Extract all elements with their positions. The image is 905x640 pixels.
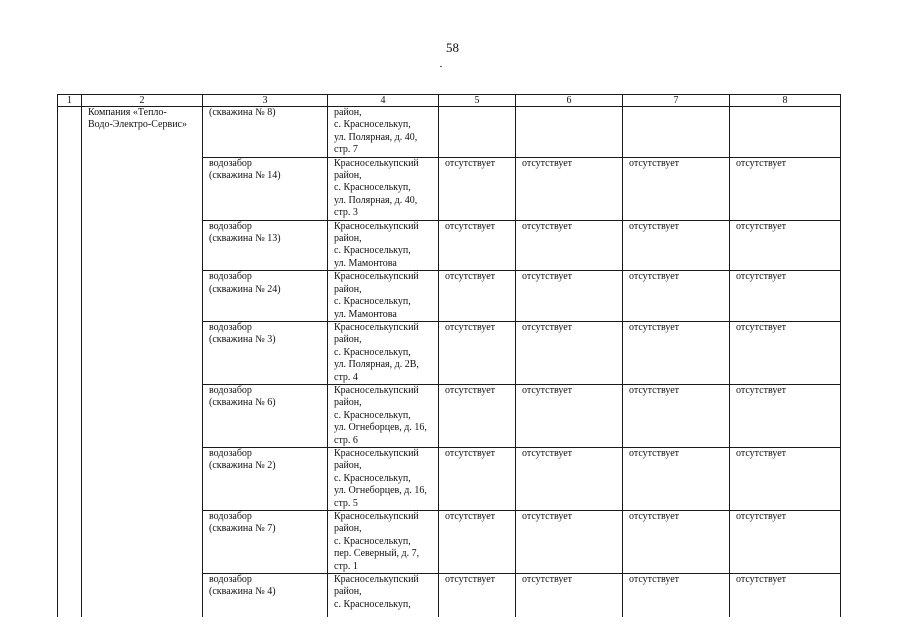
table-body: [58, 95, 841, 617]
status-cell: отсутствует: [730, 447, 841, 510]
status-cell: отсутствует: [439, 321, 516, 384]
header-cell-4: 4: [328, 95, 439, 107]
address-cell: [328, 220, 439, 271]
cell-line: ул. Полярная, д. 40,: [334, 131, 418, 143]
status-cell: отсутствует: [623, 574, 730, 617]
status-cell: [623, 107, 730, 158]
cell-line: Водо-Электро-Сервис»: [88, 119, 187, 131]
status-cell: отсутствует: [623, 220, 730, 271]
status-cell: отсутствует: [439, 384, 516, 447]
header-cell-1: 1: [58, 95, 82, 107]
cell-line: район,: [334, 107, 362, 118]
status-cell: отсутствует: [623, 511, 730, 574]
status-cell: [730, 107, 841, 158]
cell-line: район,: [334, 523, 362, 535]
status-cell: отсутствует: [623, 384, 730, 447]
status-cell: отсутствует: [730, 321, 841, 384]
header-cell-3: 3: [203, 95, 328, 107]
address-cell: [328, 384, 439, 447]
facility-cell: [203, 321, 328, 384]
cell-line: Красноселькупский: [334, 511, 419, 522]
status-cell: [439, 107, 516, 158]
cell-line: Красноселькупский: [334, 447, 419, 459]
cell-line: с. Красноселькуп,: [334, 409, 411, 421]
header-cell-8: 8: [730, 95, 841, 107]
address-cell: [328, 321, 439, 384]
cell-line: стр. 5: [334, 497, 358, 509]
cell-line: Красноселькупский: [334, 157, 419, 169]
facility-cell: [203, 511, 328, 574]
cell-line: (скважина № 14): [209, 170, 281, 182]
cell-line: с. Красноселькуп,: [334, 182, 411, 194]
cell-line: водозабор: [209, 220, 252, 232]
cell-line: с. Красноселькуп,: [334, 296, 411, 308]
cell-line: стр. 6: [334, 434, 358, 446]
table-row: [58, 107, 841, 158]
page-number: 58: [446, 40, 459, 55]
status-cell: отсутствует: [516, 511, 623, 574]
cell-line: водозабор: [209, 384, 252, 396]
status-cell: отсутствует: [516, 321, 623, 384]
cell-line: (скважина № 24): [209, 283, 281, 295]
status-cell: отсутствует: [623, 321, 730, 384]
cell-line: (скважина № 3): [209, 334, 276, 346]
cell-line: Красноселькупский: [334, 220, 419, 232]
status-cell: отсутствует: [730, 511, 841, 574]
cell-line: пер. Северный, д. 7,: [334, 548, 420, 560]
status-cell: отсутствует: [439, 271, 516, 322]
address-cell: [328, 157, 439, 220]
status-cell: отсутствует: [730, 574, 841, 617]
address-cell: [328, 511, 439, 574]
cell-line: район,: [334, 334, 362, 346]
cell-line: ул. Полярная, д. 2В,: [334, 359, 419, 371]
index-cell: [58, 107, 82, 617]
status-cell: отсутствует: [516, 220, 623, 271]
cell-line: ул. Мамонтова: [334, 257, 397, 269]
cell-line: район,: [334, 397, 362, 409]
status-cell: отсутствует: [623, 447, 730, 510]
facility-cell: [203, 107, 328, 158]
cell-line: стр. 4: [334, 371, 358, 383]
cell-line: стр. 1: [334, 560, 358, 572]
cell-line: с. Красноселькуп,: [334, 472, 411, 484]
status-cell: [516, 107, 623, 158]
status-cell: отсутствует: [516, 157, 623, 220]
cell-line: Красноселькупский: [334, 321, 419, 333]
facility-cell: [203, 574, 328, 617]
cell-line: с. Красноселькуп,: [334, 535, 411, 547]
status-cell: отсутствует: [516, 384, 623, 447]
cell-line: с. Красноселькуп,: [334, 346, 411, 358]
address-cell: [328, 574, 439, 617]
cell-line: (скважина № 8): [209, 107, 276, 118]
cell-line: с. Красноселькуп,: [334, 598, 411, 610]
cell-line: Красноселькупский: [334, 574, 419, 586]
cell-line: водозабор: [209, 271, 252, 283]
cell-line: район,: [334, 170, 362, 182]
status-cell: отсутствует: [730, 384, 841, 447]
cell-line: (скважина № 13): [209, 233, 281, 245]
facility-cell: [203, 157, 328, 220]
status-cell: отсутствует: [516, 271, 623, 322]
cell-line: (скважина № 6): [209, 397, 276, 409]
address-cell: [328, 107, 439, 158]
status-cell: отсутствует: [439, 574, 516, 617]
cell-line: район,: [334, 460, 362, 472]
cell-line: район,: [334, 283, 362, 295]
facility-cell: [203, 271, 328, 322]
cell-line: с. Красноселькуп,: [334, 119, 411, 131]
header-cell-7: 7: [623, 95, 730, 107]
status-cell: отсутствует: [516, 447, 623, 510]
cell-line: стр. 3: [334, 207, 358, 219]
status-cell: отсутствует: [439, 511, 516, 574]
cell-line: район,: [334, 233, 362, 245]
cell-line: ул. Огнеборцев, д. 16,: [334, 422, 427, 434]
status-cell: отсутствует: [516, 574, 623, 617]
data-table: [57, 94, 841, 617]
status-cell: отсутствует: [730, 157, 841, 220]
address-cell: [328, 447, 439, 510]
cell-line: водозабор: [209, 157, 252, 169]
cell-line: водозабор: [209, 321, 252, 333]
facility-cell: [203, 384, 328, 447]
cell-line: Красноселькупский: [334, 384, 419, 396]
cell-line: (скважина № 7): [209, 523, 276, 535]
facility-cell: [203, 447, 328, 510]
facility-cell: [203, 220, 328, 271]
cell-line: ул. Мамонтова: [334, 308, 397, 320]
header-cell-6: 6: [516, 95, 623, 107]
status-cell: отсутствует: [623, 157, 730, 220]
company-cell: [82, 107, 203, 617]
cell-line: с. Красноселькуп,: [334, 245, 411, 257]
cell-line: водозабор: [209, 511, 252, 522]
status-cell: отсутствует: [730, 220, 841, 271]
cell-line: (скважина № 4): [209, 586, 276, 598]
cell-line: ул. Огнеборцев, д. 16,: [334, 485, 427, 497]
address-cell: [328, 271, 439, 322]
cell-line: водозабор: [209, 447, 252, 459]
header-cell-5: 5: [439, 95, 516, 107]
status-cell: отсутствует: [439, 447, 516, 510]
status-cell: отсутствует: [439, 157, 516, 220]
header-row: [58, 95, 841, 107]
scan-speck: [440, 66, 442, 67]
cell-line: район,: [334, 586, 362, 598]
cell-line: Красноселькупский: [334, 271, 419, 283]
cell-line: водозабор: [209, 574, 252, 586]
status-cell: отсутствует: [439, 220, 516, 271]
header-cell-2: 2: [82, 95, 203, 107]
cell-line: ул. Полярная, д. 40,: [334, 194, 418, 206]
cell-line: (скважина № 2): [209, 460, 276, 472]
cell-line: Компания «Тепло-: [88, 107, 167, 118]
cell-line: стр. 7: [334, 144, 358, 156]
status-cell: отсутствует: [623, 271, 730, 322]
status-cell: отсутствует: [730, 271, 841, 322]
